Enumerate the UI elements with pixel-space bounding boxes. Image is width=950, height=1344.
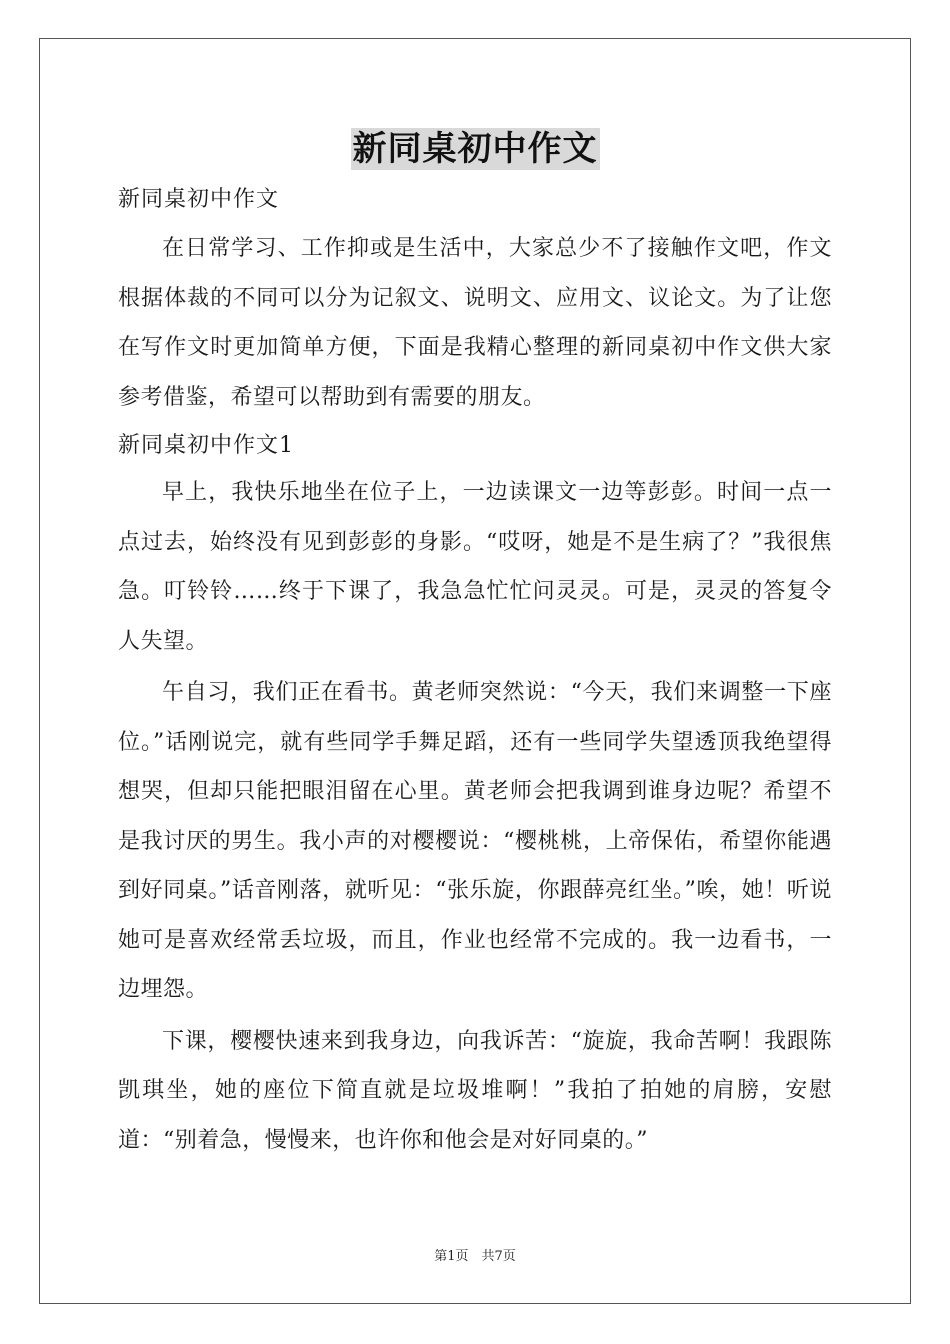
title-container: [0, 128, 950, 170]
intro-paragraph: 在日常学习、工作抑或是生活中，大家总少不了接触作文吧，作文根据体裁的不同可以分为记叙文、说明文、应用文、议论文。为了让您在写作文时更加简单方便，下面是我精心整理的新同桌初中作文供大家参考借鉴，希望可以帮助到有需要的朋友。: [118, 236, 832, 410]
essay-paragraph-3: 下课，樱樱快速来到我身边，向我诉苦：“旋旋，我命苦啊！我跟陈凯琪坐，她的座位下简直就是垃圾堆啊！”我拍了拍她的肩膀，安慰道：“别着急，慢慢来，也许你和他会是对好同桌的。”: [118, 1028, 832, 1153]
document-title: 新同桌初中作文: [352, 129, 598, 169]
page-number-label: 第1页 共7页: [434, 1249, 516, 1264]
essay-heading: 新同桌初中作文1: [118, 433, 294, 458]
essay-paragraph-2: 午自习，我们正在看书。黄老师突然说：“今天，我们来调整一下座位。”话刚说完，就有些同学手舞足蹈，还有一些同学失望透顶我绝望得想哭，但却只能把眼泪留在心里。黄老师会把我调到谁身边呢？希望不是我讨厌的男生。我小声的对樱樱说：“樱桃桃，上帝保佑，希望你能遇到好同桌。”话音刚落，就听见：“张乐旋，你跟薛亮红坐。”唉，她！听说她可是喜欢经常丢垃圾，而且，作业也经常不完成的。我一边看书，一边埋怨。: [118, 680, 832, 1002]
page-footer: [0, 1248, 950, 1266]
document-body: [118, 178, 832, 1167]
intro-heading: 新同桌初中作文: [118, 187, 280, 212]
essay-paragraph-1: 早上，我快乐地坐在位子上，一边读课文一边等彭彭。时间一点一点过去，始终没有见到彭彭的身影。“哎呀，她是不是生病了？”我很焦急。叮铃铃……终于下课了，我急急忙忙问灵灵。可是，灵灵的答复令人失望。: [118, 480, 832, 654]
